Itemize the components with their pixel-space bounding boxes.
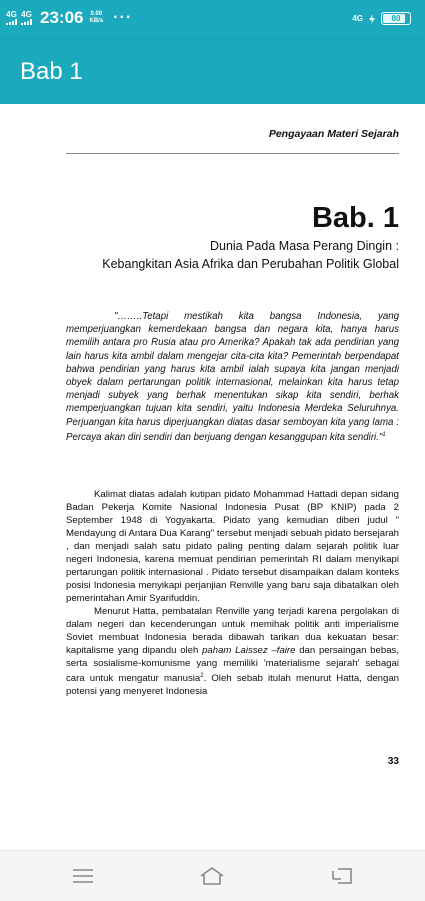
status-right [352, 12, 411, 25]
network-speed [89, 11, 103, 25]
network-type: 4G [352, 14, 363, 23]
navigation-bar [0, 850, 425, 901]
status-left [6, 8, 132, 28]
more-notifications-icon: ··· [113, 9, 133, 26]
speed-unit: KB/s [89, 18, 104, 24]
paragraph-2-part-b: dan persaingan bebas, serta sosialisme-komunisme yang memiliki 'materialisme sejarah' sebagai cara untuk mengatur manusia [66, 645, 399, 685]
footnote-ref-1: 1 [382, 431, 386, 438]
quote-text: "……..Tetapi mestikah kita bangsa Indonesia, yang memperjuangkan kemerdekaan bangsa dan negara kita, hanya harus memilih antara pro Rusia atau pro Amerika? Apakah tak ada pendirian yang lain harus kita ambil dalam mengejar cita-cita kita? Pemerintah berpendapat bahwa pendirian yang harus kita ambil ialah supaya kita jangan menjadi obyek dalam pertarungan politik internasional, melainkan kita harus tetap menjadi subyek yang berhak menentukan sikap kita sendiri, berhak memperjuangkan tujuan kita sendiri, yaitu Indonesia Merdeka Seluruhnya. Perjuangan kita harus diperjuangkan diatas dasar semboyan kita yang lama : Percaya akan diri sendiri dan berjuang dengan kesanggupan kita sendiri." [66, 311, 399, 444]
page-number: 33 [387, 756, 399, 767]
chapter-heading: Bab. 1 [311, 202, 399, 234]
footnote-ref-2: 2 [200, 673, 204, 679]
paragraph-2-part-a: Menurut Hatta, pembatalan Renville yang terjadi karena pergolakan di dalam negeri dan kecenderungan untuk memihak politik anti imperialisme Soviet membuat Indonesia berada dibawah tarikan dua kekuatan besar: kapitalisme yang dipandu oleh [66, 606, 399, 656]
app-bar [0, 40, 425, 104]
signal-label-2: 4G [21, 10, 32, 19]
clock: 23:06 [40, 8, 84, 27]
back-icon [331, 867, 353, 885]
menu-button[interactable] [33, 851, 133, 901]
subtitle-line-2: Kebangkitan Asia Afrika dan Perubahan Politik Global [102, 257, 399, 271]
battery-icon [381, 12, 411, 25]
subtitle-line-1: Dunia Pada Masa Perang Dingin : [209, 239, 399, 253]
signal-label-1: 4G [6, 10, 17, 19]
charging-icon [369, 14, 375, 24]
signal-icon-1 [6, 11, 17, 25]
header-divider [66, 153, 399, 154]
signal-icon-2 [21, 11, 32, 25]
speed-value: 0.00 [90, 11, 103, 17]
document-page[interactable] [0, 104, 425, 850]
back-button[interactable] [292, 851, 392, 901]
opening-quote [66, 310, 399, 444]
status-bar [0, 0, 425, 40]
menu-icon [72, 868, 94, 884]
running-header: Pengayaan Materi Sejarah [268, 128, 399, 140]
chapter-subtitle [102, 237, 399, 273]
paragraph-2-emphasis: paham Laissez –faire [202, 645, 296, 656]
paragraph-1: Kalimat diatas adalah kutipan pidato Mohammad Hattadi depan sidang Badan Pekerja Komite Nasional Indonesia Pusat (BP KNIP) pada 2 September 1948 di Yogyakarta. Pidato yang kemudian diberi judul " Mendayung di Antara Dua Karang" tersebut menjadi sebuah pidato bersejarah , dan menjadi salah satu pidato paling penting dalam sejarah politik luar negeri Indonesia, karena memuat pendirian pemerintah RI dalam menyikapi pertarungan politik internasional . Pidato tersebut disampaikan dalam konteks posisi Indonesia menyikapi perjanjian Renville yang baru saja dibatalkan oleh pemerintahan Amir Syarifuddin. [66, 489, 399, 604]
home-button[interactable] [162, 851, 262, 901]
paragraph-2-part-c: . Oleh sebab itulah menurut Hatta, dengan potensi yang menyeret Indonesia [66, 673, 399, 698]
battery-level: 80 [391, 14, 401, 23]
page-title: Bab 1 [20, 58, 83, 85]
body-text [66, 488, 399, 698]
home-icon [199, 866, 225, 886]
paragraph-2 [66, 605, 399, 698]
